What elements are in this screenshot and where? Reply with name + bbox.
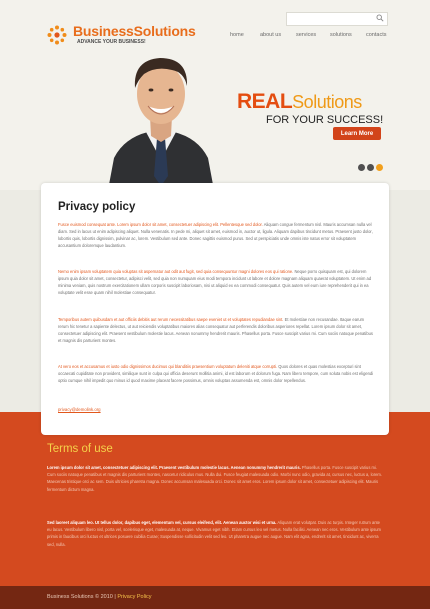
search-input[interactable]	[287, 19, 377, 31]
nav-home[interactable]: home	[230, 32, 244, 38]
footer-privacy-link[interactable]: Privacy Policy	[117, 594, 152, 600]
header-area	[0, 0, 430, 190]
privacy-paragraph-3-highlight: Temporibus autem quibusdam et aut officiis debitis aut rerum necessitatibus saepe eveniet ut et voluptates repudiandae sint.	[58, 317, 284, 322]
terms-paragraph-2-text: Aliquam erat volutpat. Duis ac turpis. Integer rutrum ante eu lacus. Vestibulum libero nisl, porta vel, scelerisque eget, malesuada at, neque. Vivamus eget nibh. Etiam cursus leo vel metus. Nulla facilisi. Aenean nec eros. Vestibulum ante ipsum primis in faucibus orci luctus et ultrices posuere cubilia Curae; Suspendisse sollicitudin velit sed leo. Ut pharetra augue nec augue. Nam elit agna, endrerit sit amet, tincidunt ac, viverra sed, nulla.	[47, 520, 381, 547]
hero-headline-real: REAL	[237, 90, 293, 113]
privacy-paragraph-4	[58, 363, 374, 384]
slider-dot-1[interactable]	[358, 164, 365, 171]
learn-more-button[interactable]: Learn More	[333, 127, 381, 140]
logo-tagline: ADVANCE YOUR BUSINESS!	[77, 39, 146, 45]
terms-paragraph-1	[47, 464, 385, 493]
privacy-paragraph-3	[58, 316, 374, 344]
logo-name: BusinessSolutions	[73, 23, 196, 39]
slider-dot-2[interactable]	[367, 164, 374, 171]
hero-subtitle: FOR YOUR SUCCESS!	[266, 114, 384, 126]
privacy-paragraph-1	[58, 221, 374, 249]
logo-sun-icon	[47, 25, 67, 45]
privacy-paragraph-2-highlight: Nemo enim ipsam voluptatem quia voluptas sit aspernatur aut odit aut fugit, sed quia consequuntur magni dolores eos qui ratione.	[58, 269, 294, 274]
hero-headline	[237, 90, 362, 114]
privacy-paragraph-4-text: Quos dolores et quas molestias excepturi sint occaecati cupiditate non provident, similique sunt in culpa qui officia deserunt mollitia animi, id est laborum et dolorum fuga. Nam libero tempore, cum soluta nobis est eligendi optio cumque nihil impedit quo minus id quod maxime placeat facere possimus, omnis voluptas assumenda est, omnis dolor repellendus.	[58, 364, 374, 383]
search-icon[interactable]	[376, 14, 384, 22]
slider-dot-3-active[interactable]	[376, 164, 383, 171]
terms-section	[0, 412, 430, 586]
nav-solutions[interactable]: solutions	[330, 32, 352, 38]
privacy-paragraph-3-text: Et molestiae non recusandae. Itaque earum rerum hic tenetur a sapiente delectus, ut aut reiciendis voluptatibus maiores alias consequatur aut perferendis doloribus asperiores repellat. Lorem ipsum dolor sit amet, consectetuer adipiscing elit. Praesent vestibulum molestie lacus. Aenean nonummy hendrerit mauris. Phasellus porta. Fusce suscipit varius mi. Cum sociis natoque penatibus et magnis dis parturient montes.	[58, 317, 373, 343]
hero-headline-solutions: Solutions	[292, 92, 362, 112]
terms-paragraph-1-text: Phasellus porta. Fusce suscipit varius mi. Cum sociis natoque penatibus et magnis dis parturient montes, nascetur ridiculus mus. Nulla dui. Fusce feugiat malesuada odio. Morbi nunc odio, gravida at, cursus nec, luctus a, lorem. Maecenas tristique orci ac sem. Duis ultricies pharetra magna. Donec accumsan malesuada orci. Donec sit amet eros. Lorem ipsum dolor sit amet, consectetuer adipiscing elit. Mauris fermentum dictum magna.	[47, 465, 382, 492]
footer-text	[47, 594, 152, 600]
footer	[0, 586, 430, 609]
nav-contacts[interactable]: contacts	[366, 32, 387, 38]
terms-paragraph-2	[47, 519, 385, 548]
privacy-title: Privacy policy	[58, 201, 136, 213]
footer-copyright: Business Solutions © 2010 |	[47, 594, 116, 600]
terms-title: Terms of use	[47, 443, 113, 455]
privacy-card	[41, 183, 389, 435]
nav-services[interactable]: services	[296, 32, 317, 38]
privacy-paragraph-2	[58, 268, 374, 296]
search-box	[286, 12, 388, 26]
privacy-paragraph-4-highlight: At vero eos et accusamus et iusto odio dignissimos ducimus qui blanditiis praesentium voluptatum deleniti atque corrupti.	[58, 364, 278, 369]
privacy-paragraph-1-highlight: Fusce euismod consequat ante. Lorem ipsum dolor sit amet, consectetuer adipiscing elit. Pellentesque sed dolor.	[58, 222, 263, 227]
hero-businessman-photo	[100, 50, 222, 190]
privacy-paragraph-2-text: Neque porro quisquam est, qui dolorem ipsum quia dolor sit amet, consectetur, adipisci velit, sed quia non numquam eius modi tempora incidunt ut labore et dolore magnam aliquam quaerat voluptatem. Ut enim ad minima veniam, quis nostrum exercitationem ullam corporis suscipit laboriosam, nisi ut aliquid ex ea commodi consequatur. Quis autem vel eum iure reprehenderit qui in ea voluptate velit esse quam nihil molestiae consequatur.	[58, 269, 372, 295]
nav-about-us[interactable]: about us	[260, 32, 282, 38]
privacy-paragraph-1-text: Aliquam congue fermentum nisl. Mauris accumsan nulla vel diam. Sed in lacus ut enim adipiscing aliquet. Nulla venenatis. In pede mi, aliquet sit amet, euismod in, auctor ut, ligula. Aliquam dapibus tincidunt metus. Praesent justo dolor, lobortis quis, lobortis dignissim, pulvinar ac, lorem. Vestibulum sed ante. Donec sagittis euismod purus. Sed ut perspiciatis unde omnis iste natus error sit voluptatem accusantium doloremque laudantium.	[58, 222, 373, 248]
privacy-email-link[interactable]: privacy@demolink.org	[58, 407, 101, 412]
terms-paragraph-2-bold: Sed laoreet aliquam leo. Ut tellus dolor, dapibus eget, elementum vel, cursus eleifend, elit. Aenean auctor wisi et urna.	[47, 520, 277, 525]
terms-paragraph-1-bold: Lorem ipsum dolor sit amet, consectetuer adipiscing elit. Praesent vestibulum molestie lacus. Aenean nonummy hendrerit mauris.	[47, 465, 301, 470]
